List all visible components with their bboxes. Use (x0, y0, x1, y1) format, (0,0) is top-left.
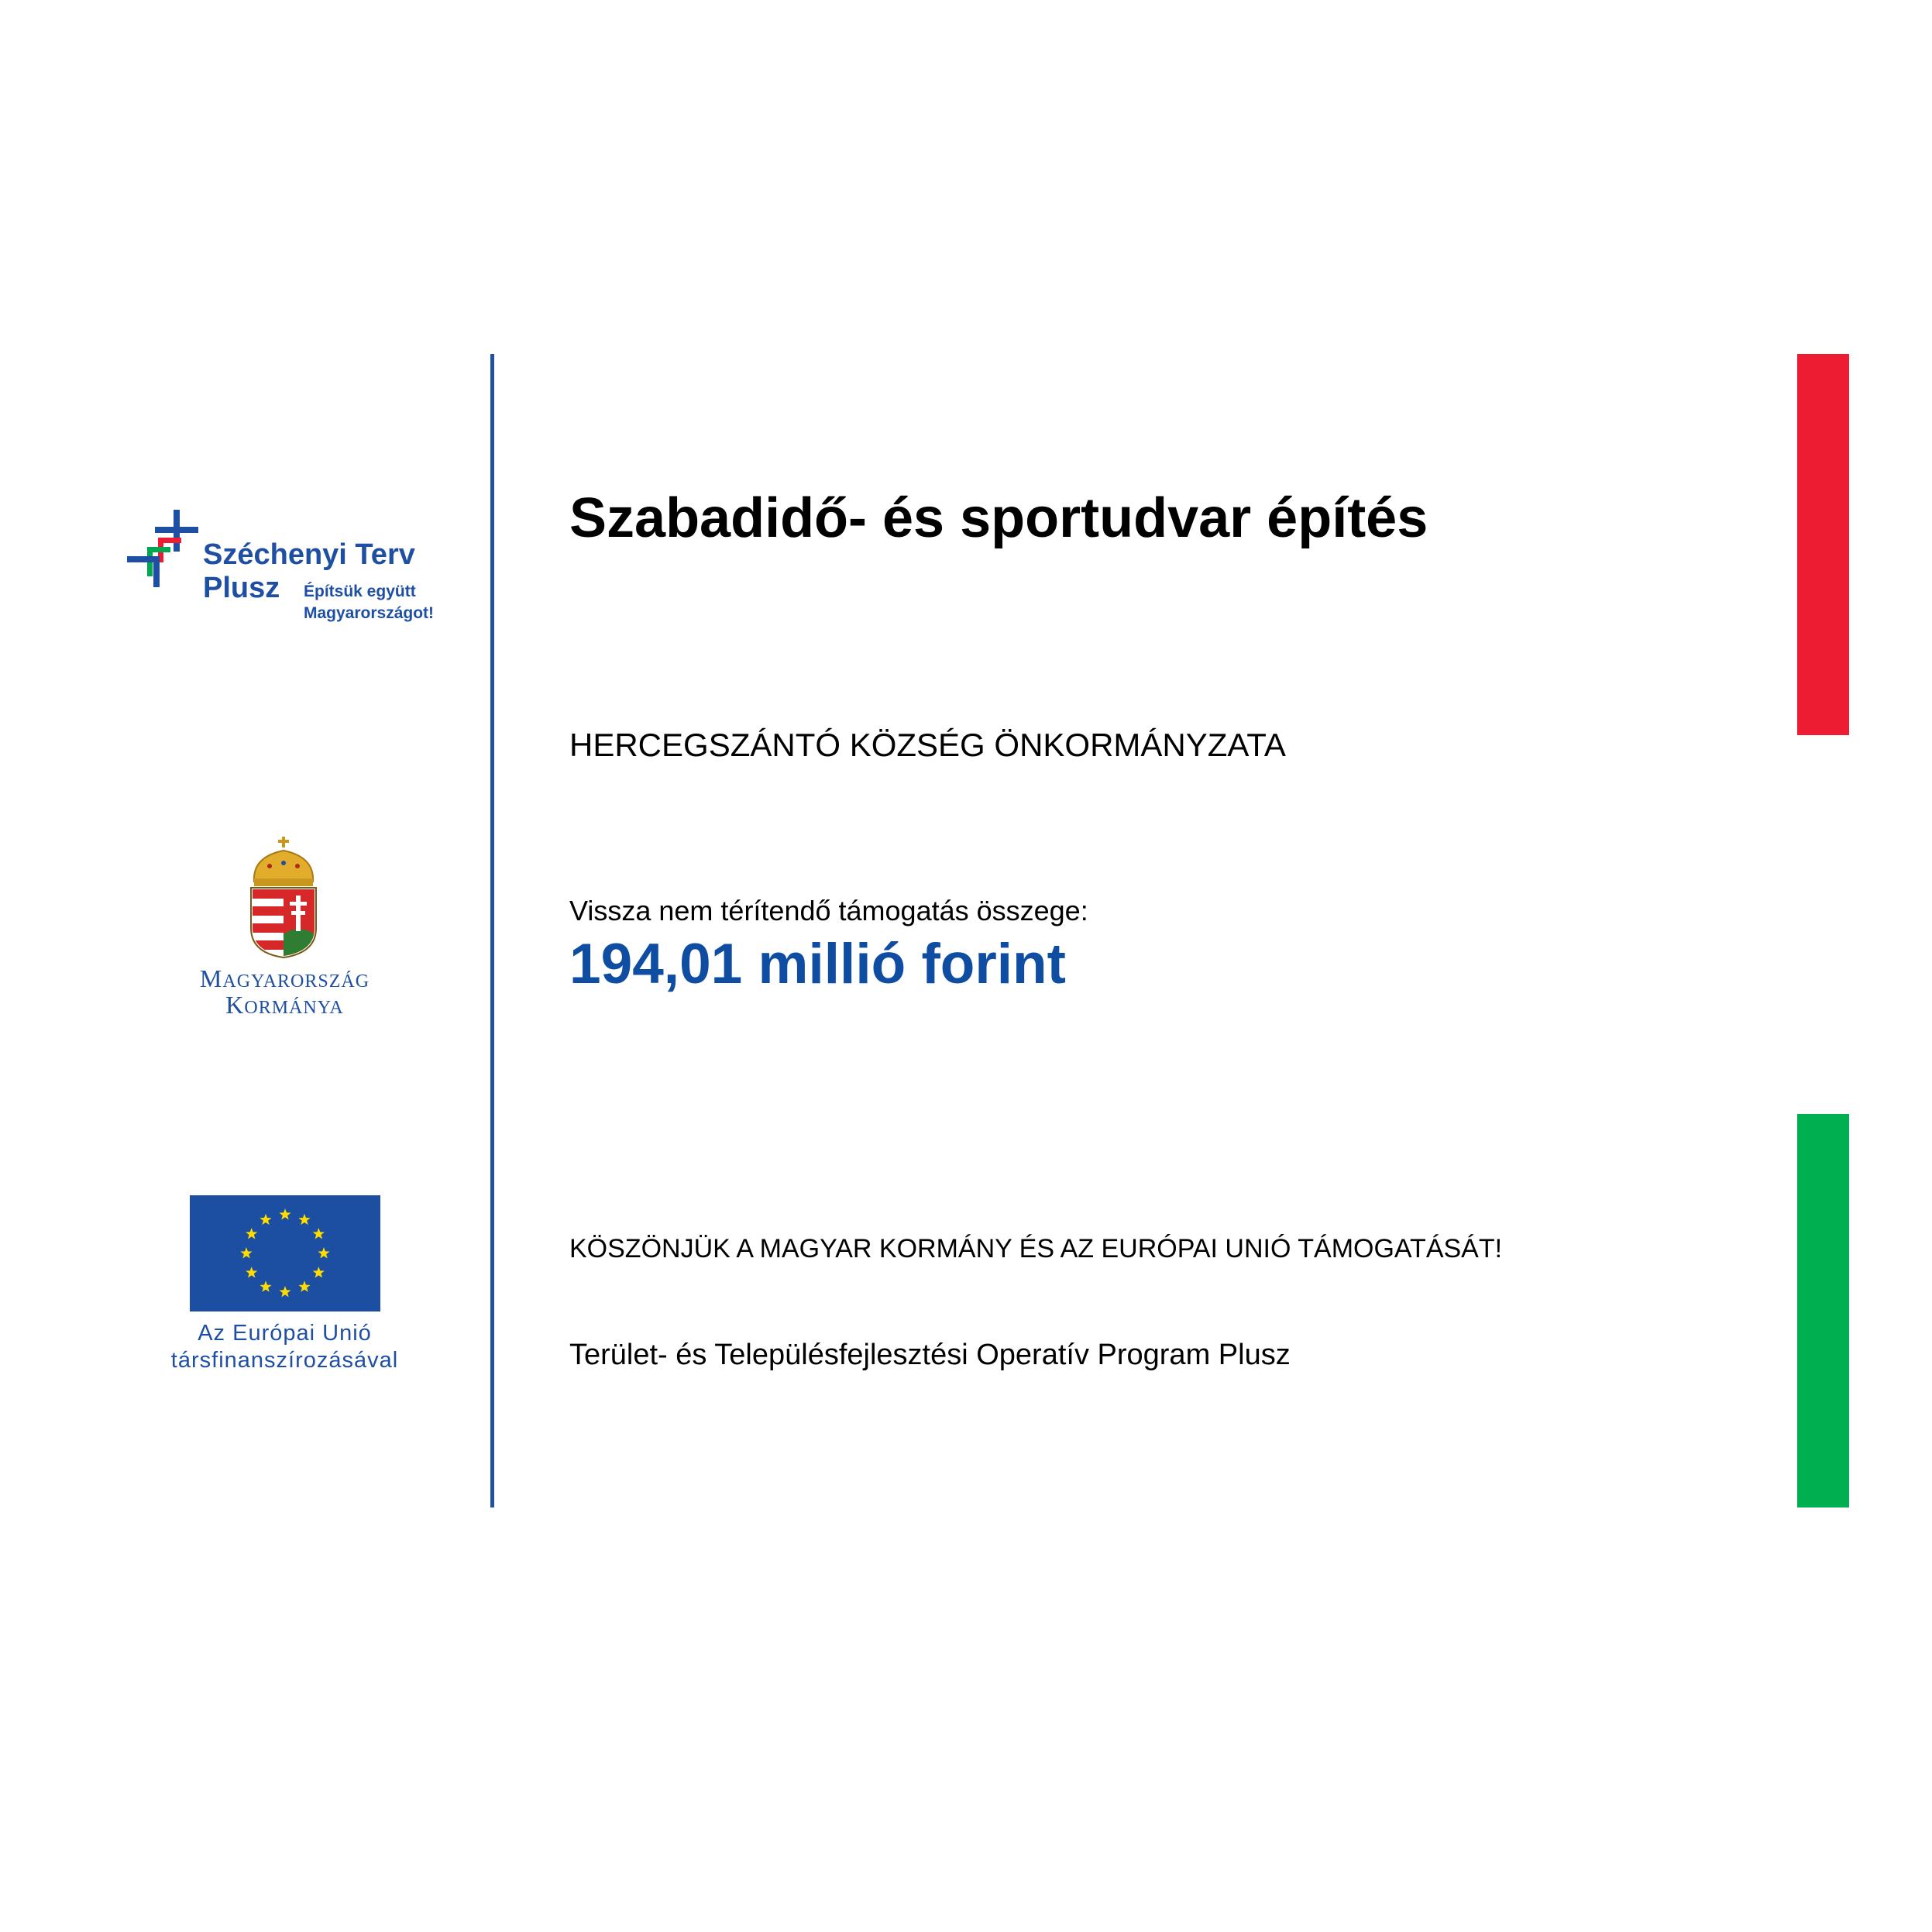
szechenyi-tagline-2: Magyarországot! (304, 604, 435, 622)
government-text-line-2: KORMÁNYA (225, 991, 344, 1019)
beneficiary-name: HERCEGSZÁNTÓ KÖZSÉG ÖNKORMÁNYZATA (569, 727, 1286, 763)
flag-green-bar (1797, 1114, 1849, 1507)
szechenyi-tagline-1: Építsük együtt (304, 583, 416, 600)
eu-flag-icon (190, 1195, 380, 1311)
hungarian-crest-icon (246, 837, 321, 959)
grant-amount: 194,01 millió forint (569, 933, 1066, 995)
vertical-divider (490, 354, 494, 1507)
thanks-message: KÖSZÖNJÜK A MAGYAR KORMÁNY ÉS AZ EURÓPAI UNIÓ TÁMOGATÁSÁT! (569, 1234, 1503, 1263)
program-name: Terület- és Településfejlesztési Operatív Program Plusz (569, 1339, 1291, 1371)
szechenyi-plus: Plusz (203, 572, 280, 604)
flag-red-bar (1797, 354, 1849, 735)
government-text-line-1: MAGYARORSZÁG (199, 964, 370, 992)
szechenyi-name: Széchenyi Terv (203, 538, 415, 571)
project-title: Szabadidő- és sportudvar építés (569, 487, 1428, 549)
eu-text-line-2: társfinanszírozásával (170, 1348, 399, 1373)
grant-label: Vissza nem térítendő támogatás összege: (569, 895, 1088, 926)
eu-text-line-1: Az Európai Unió (198, 1321, 372, 1346)
